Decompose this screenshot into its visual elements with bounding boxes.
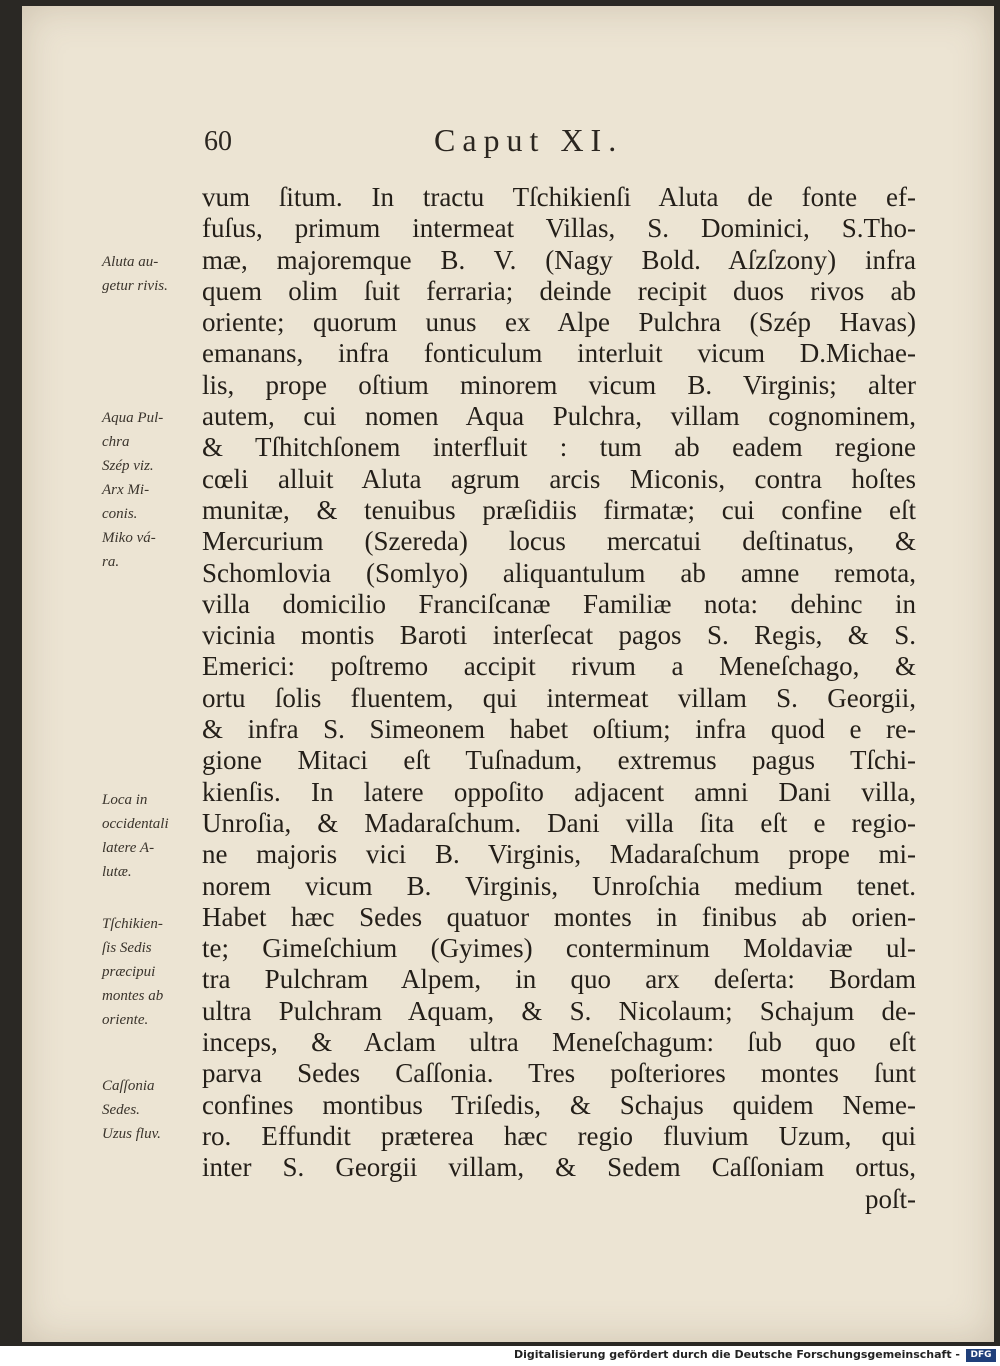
footer-credit: Digitalisierung gefördert durch die Deutsche Forschungsgemeinschaft -	[513, 1348, 960, 1361]
text-line: Schomlovia (Somlyo) aliquantulum ab amne remota,	[202, 557, 916, 588]
text-line: gione Mitaci eſt Tuſnadum, extremus pagus Tſchi-	[202, 745, 916, 776]
marginal-line: chra	[102, 434, 130, 450]
body-text	[202, 182, 916, 1215]
running-head: Caput XI.	[434, 122, 624, 158]
marginal-line: Caſſonia	[102, 1078, 155, 1094]
marginal-line: ſis Sedis	[102, 940, 152, 956]
text-line: lis, prope oſtium minorem vicum B. Virginis; alter	[202, 369, 916, 400]
text-line: ro. Effundit præterea hæc regio fluvium Uzum, qui	[202, 1120, 916, 1151]
text-line: villa domicilio Franciſcanæ Familiæ nota: dehinc in	[202, 588, 916, 619]
text-line: ultra Pulchram Aquam, & S. Nicolaum; Schajum de-	[202, 995, 916, 1026]
text-line: munitæ, & tenuibus præſidiis firmatæ; cui confine eſt	[202, 494, 916, 525]
digitization-footer	[0, 1346, 1000, 1366]
marginal-note-loca	[102, 788, 214, 884]
text-line: Habet hæc Sedes quatuor montes in finibus ab orien-	[202, 901, 916, 932]
text-line: ne majoris vici B. Virginis, Madaraſchum prope mi-	[202, 839, 916, 870]
text-line: norem vicum B. Virginis, Unroſchia medium tenet.	[202, 870, 916, 901]
page-header	[22, 122, 994, 162]
marginal-line: Sedes.	[102, 1102, 140, 1118]
marginal-line: Miko vá-	[102, 530, 156, 546]
marginal-line: ra.	[102, 554, 120, 570]
text-line: cœli alluit Aluta agrum arcis Miconis, contra hoſtes	[202, 463, 916, 494]
marginal-line: Tſchikien-	[102, 916, 163, 932]
text-line: inter S. Georgii villam, & Sedem Caſſoniam ortus,	[202, 1152, 916, 1183]
marginal-line: Arx Mi-	[102, 482, 150, 498]
marginal-line: conis.	[102, 506, 138, 522]
marginal-line: Uzus fluv.	[102, 1126, 161, 1142]
text-line: quem olim ſuit ferraria; deinde recipit duos rivos ab	[202, 275, 916, 306]
marginal-note-cassonia	[102, 1074, 214, 1146]
text-line: vicinia montis Baroti interſecat pagos S. Regis, & S.	[202, 620, 916, 651]
text-line: Mercurium (Szereda) locus mercatui deſtinatus, &	[202, 526, 916, 557]
marginal-line: latere A-	[102, 840, 155, 856]
text-line: parva Sedes Caſſonia. Tres poſteriores montes ſunt	[202, 1058, 916, 1089]
marginal-line: oriente.	[102, 1012, 149, 1028]
marginal-line: lutæ.	[102, 864, 132, 880]
text-line: & Tſhitchſonem interfluit : tum ab eadem regione	[202, 432, 916, 463]
text-line: Emerici: poſtremo accipit rivum a Meneſchago, &	[202, 651, 916, 682]
marginal-line: Aluta au-	[102, 254, 159, 270]
marginal-note-aqua-pulchra	[102, 406, 214, 574]
text-line: vum ſitum. In tractu Tſchikienſi Aluta de fonte ef-	[202, 182, 916, 212]
text-line: kienſis. In latere oppoſito adjacent amni Dani villa,	[202, 776, 916, 807]
marginal-note-montes	[102, 912, 214, 1032]
text-line: oriente; quorum unus ex Alpe Pulchra (Szép Havas)	[202, 307, 916, 338]
book-page	[22, 6, 994, 1342]
marginal-line: præcipui	[102, 964, 156, 980]
text-line: poſt-	[865, 1183, 916, 1214]
text-line: inceps, & Aclam ultra Meneſchagum: ſub quo eſt	[202, 1027, 916, 1058]
marginal-note-aluta	[102, 250, 214, 298]
text-line: autem, cui nomen Aqua Pulchra, villam cognominem,	[202, 401, 916, 432]
marginal-line: montes ab	[102, 988, 164, 1004]
page-number: 60	[204, 126, 232, 157]
text-line: emanans, infra fonticulum interluit vicum D.Michae-	[202, 338, 916, 369]
marginal-line: Szép viz.	[102, 458, 154, 474]
marginal-line: Loca in	[102, 792, 148, 808]
text-line: Unroſia, & Madaraſchum. Dani villa ſita eſt e regio-	[202, 807, 916, 838]
text-line: mæ, majoremque B. V. (Nagy Bold. Aſzſzony) infra	[202, 244, 916, 275]
dfg-logo: DFG	[966, 1349, 996, 1362]
marginal-line: getur rivis.	[102, 278, 168, 294]
marginal-line: occidentali	[102, 816, 169, 832]
text-line: tra Pulchram Alpem, in quo arx deſerta: Bordam	[202, 964, 916, 995]
text-line: confines montibus Triſedis, & Schajus quidem Neme-	[202, 1089, 916, 1120]
text-line: & infra S. Simeonem habet oſtium; infra quod e re-	[202, 714, 916, 745]
marginal-line: Aqua Pul-	[102, 410, 164, 426]
text-line: ortu ſolis fluentem, qui intermeat villam S. Georgii,	[202, 682, 916, 713]
text-line: fuſus, primum intermeat Villas, S. Dominici, S.Tho-	[202, 213, 916, 244]
text-line: te; Gimeſchium (Gyimes) conterminum Moldaviæ ul-	[202, 933, 916, 964]
